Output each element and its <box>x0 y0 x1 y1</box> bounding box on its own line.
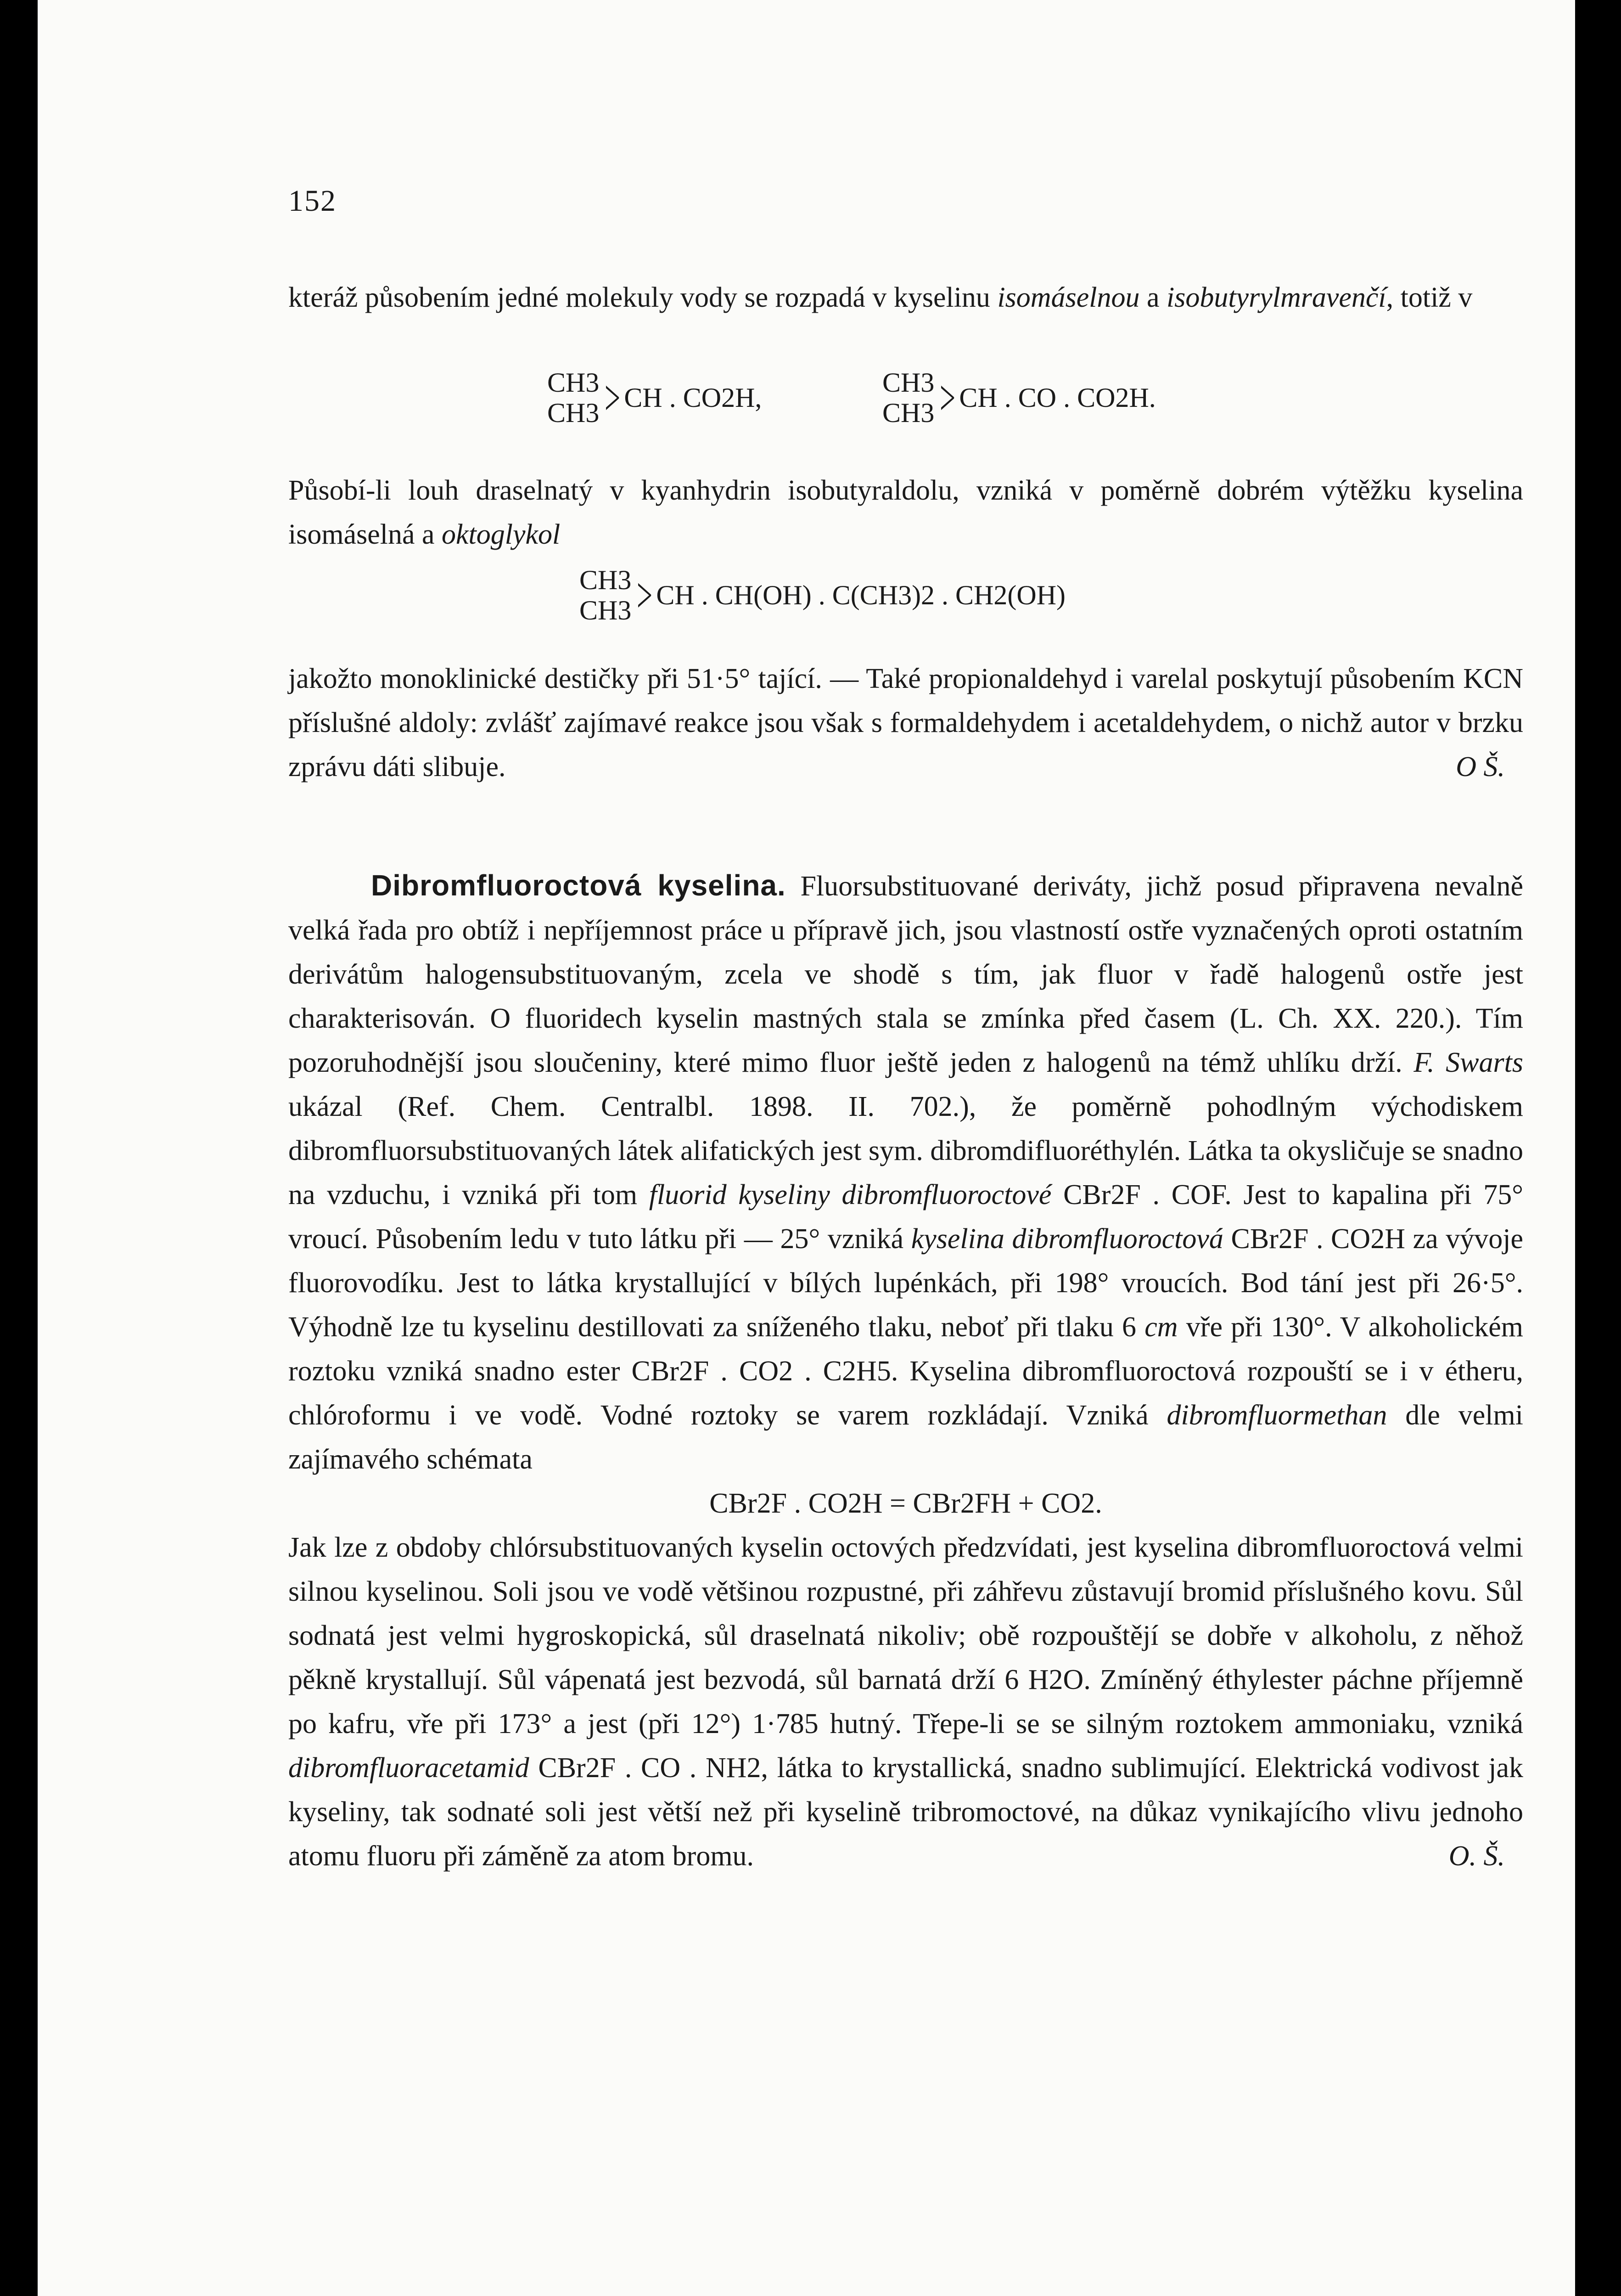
signature: O. Š. <box>1448 1840 1505 1872</box>
page-number: 152 <box>288 184 337 218</box>
section-dibromfluoroacetic: Dibromfluoroctová kyselina. Fluorsubstituované deriváty, jichž posud připravena nevalně velká řada pro obtíž i nepříjemnost práce u přípravě jich, jsou vlastností ostře vyznačených oproti ostatním derivátům halogensubstituovaným, zcela ve shodě s tím, jak fluor v řadě halogenů ostře jest charakterisován. O fluoridech kyselin mastných stala se zmínka před časem (L. Ch. XX. 220.). Tím pozoruhodnější jsou sloučeniny, které mimo fluor ještě jeden z halogenů na témž uhlíku drží. F. Swarts ukázal (Ref. Chem. Centralbl. 1898. II. 702.), že poměrně pohodlným východiskem dibromfluorsubstituovaných látek alifatických jest sym. dibromdifluoréthylén. Látka ta okysličuje se snadno na vzduchu, i vzniká při tom fluorid kyseliny dibromfluoroctové CBr2F . COF. Jest to kapalina při 75° vroucí. Působením ledu v tuto látku při — 25° vzniká kyselina dibromfluoroctová CBr2F . CO2H za vývoje fluorovodíku. Jest to látka krystallující v bílých lupénkách, při 198° vroucích. Bod tání jest při 26·5°. Výhodně lze tu kyselinu destillovati za sníženého tlaku, neboť při tlaku 6 cm vře při 130°. V alkoholickém roztoku vzniká snadno ester CBr2F . CO2 . C2H5. Kyselina dibromfluoroctová rozpouští se i v étheru, chlóroformu i ve vodě. Vodné roztoky se varem rozkládají. Vzniká dibromfluormethan dle velmi zajímavého schémata CBr2F . CO2H = CBr2FH + CO2. Jak lze z obdoby chlórsubstituovaných kyselin octových předzvídati, jest kyselina dibromfluoroctová velmi silnou kyselinou. Soli jsou ve vodě většinou rozpustné, při záhřevu zůstavují bromid příslušného kovu. Sůl sodnatá jest velmi hygroskopická, sůl draselnatá nikoliv; obě rozpouštějí se dobře v alkoholu, z něhož pěkně krystallují. Sůl vápenatá jest bezvodá, sůl barnatá drží 6 H2O. Zmíněný éthylester páchne příjemně po kafru, vře při 173° a jest (při 12°) 1·785 hutný. Třepe-li se se silným roztokem ammoniaku, vzniká dibromfluoracetamid CBr2F . CO . NH2, látka to krystallická, snadno sublimující. Elektrická vodivost jak kyseliny, tak sodnaté soli jest větší než při kyselině tribromoctové, na důkaz vynikajícího vlivu jednoho atomu fluoru při záměně za atom bromu. O. Š. <box>288 863 1523 1878</box>
formula-isobutyrylformic: CH3 CH3 > CH . CO . CO2H. <box>882 367 1156 428</box>
paragraph-aldols: jakožto monoklinické destičky při 51·5° tající. — Také propionaldehyd i varelal poskytují působením KCN příslušné aldoly: zvlášť zajímavé reakce jsou však s formaldehydem i acetaldehydem, o nichž autor v brzku zprávu dáti slibuje. O Š. <box>288 657 1523 789</box>
formula-octoglycol: CH3 CH3 > CH . CH(OH) . C(CH3)2 . CH2(OH) <box>579 565 1066 625</box>
paragraph-intro: kteráž působením jedné molekuly vody se rozpadá v kyselinu isomáselnou a isobutyrylmravenčí, totiž v <box>288 282 1473 313</box>
reaction-equation: CBr2F . CO2H = CBr2FH + CO2. <box>709 1488 1102 1519</box>
document-page <box>38 0 1575 2296</box>
paragraph-octoglycol: Působí-li louh draselnatý v kyanhydrin isobutyraldolu, vzniká v poměrně dobrém výtěžku kyselina isomáselná a oktoglykol <box>288 475 1523 550</box>
signature: O Š. <box>1456 751 1505 782</box>
formula-isobutyric: CH3 CH3 > CH . CO2H, <box>547 367 762 428</box>
section-heading: Dibromfluoroctová kyselina. <box>371 869 786 902</box>
